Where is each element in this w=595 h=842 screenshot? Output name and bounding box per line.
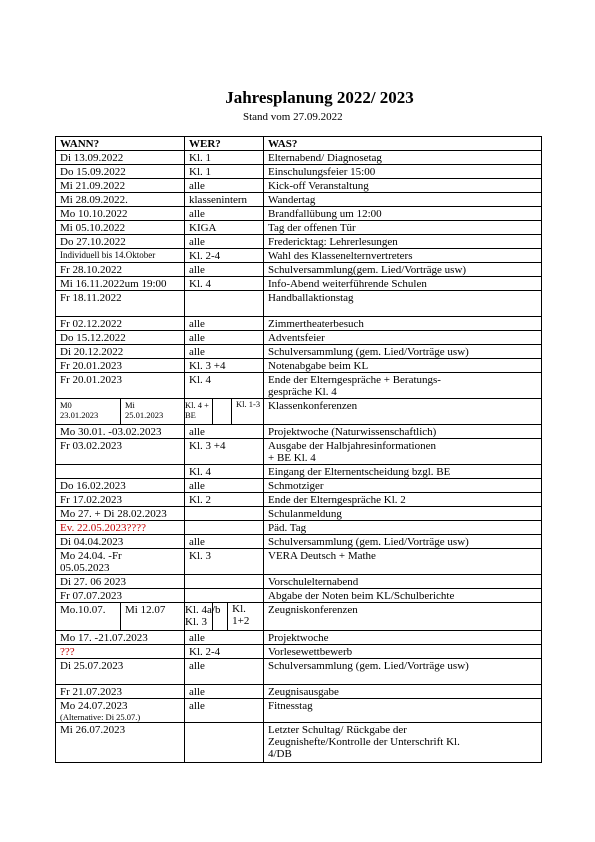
table-row: Fr 17.02.2023 Kl. 2 Ende der Elterngespräche Kl. 2 [56, 493, 542, 507]
table-row: Fr 20.01.2023 Kl. 3 +4 Notenabgabe beim KL [56, 359, 542, 373]
table-row: Mi 26.07.2023 Letzter Schultag/ Rückgabe der Zeugnishefte/Kontrolle der Unterschrift Kl. 4/DB [56, 723, 542, 763]
table-row: Fr 03.02.2023 Kl. 3 +4 Ausgabe der Halbjahresinformationen + BE Kl. 4 [56, 439, 542, 465]
table-row: Mo 24.04. -Fr 05.05.2023 Kl. 3 VERA Deutsch + Mathe [56, 549, 542, 575]
table-row: Mo 17. -21.07.2023 alle Projektwoche [56, 631, 542, 645]
table-row: Mi 16.11.2022um 19:00 Kl. 4 Info-Abend weiterführende Schulen [56, 277, 542, 291]
table-row: ??? Kl. 2-4 Vorlesewettbewerb [56, 645, 542, 659]
table-row: Kl. 4 Eingang der Elternentscheidung bzgl. BE [56, 465, 542, 479]
table-row: Di 27. 06 2023 Vorschulelternabend [56, 575, 542, 589]
header-wer: WER? [185, 137, 264, 151]
table-row: Fr 28.10.2022 alle Schulversammlung(gem. Lied/Vorträge usw) [56, 263, 542, 277]
table-row: Di 13.09.2022 Kl. 1 Elternabend/ Diagnosetag [56, 151, 542, 165]
table-row: Fr 21.07.2023 alle Zeugnisausgabe [56, 685, 542, 699]
table-row: Mi 05.10.2022 KIGA Tag der offenen Tür [56, 221, 542, 235]
table-row: Di 04.04.2023 alle Schulversammlung (gem. Lied/Vorträge usw) [56, 535, 542, 549]
table-row: Fr 18.11.2022 Handballaktionstag [56, 291, 542, 317]
table-row: Do 15.12.2022 alle Adventsfeier [56, 331, 542, 345]
table-row: Mi 28.09.2022. klassenintern Wandertag [56, 193, 542, 207]
table-row: Di 20.12.2022 alle Schulversammlung (gem. Lied/Vorträge usw) [56, 345, 542, 359]
table-row: Mo 10.10.2022 alle Brandfallübung um 12:00 [56, 207, 542, 221]
table-row: M0 23.01.2023 Mi 25.01.2023 Kl. 4 + BE Kl. 1-3 Klassenkonferenzen [56, 399, 542, 425]
header-wann: WANN? [56, 137, 185, 151]
table-row: Do 16.02.2023 alle Schmotziger [56, 479, 542, 493]
table-row: Di 25.07.2023 alle Schulversammlung (gem. Lied/Vorträge usw) [56, 659, 542, 685]
table-row: Mo 24.07.2023 (Alternative: Di 25.07.) alle Fitnesstag [56, 699, 542, 723]
page-title: Jahresplanung 2022/ 2023 [225, 88, 414, 107]
table-row: Do 15.09.2022 Kl. 1 Einschulungsfeier 15:00 [56, 165, 542, 179]
table-row: Mi 21.09.2022 alle Kick-off Veranstaltung [56, 179, 542, 193]
table-row: Mo 30.01. -03.02.2023 alle Projektwoche (Naturwissenschaftlich) [56, 425, 542, 439]
table-row: Ev. 22.05.2023???? Päd. Tag [56, 521, 542, 535]
schedule-table [55, 136, 542, 763]
header-was: WAS? [264, 137, 542, 151]
table-row: Do 27.10.2022 alle Fredericktag: Lehrerlesungen [56, 235, 542, 249]
stand-date: Stand vom 27.09.2022 [243, 111, 343, 123]
table-row: Mo 27. + Di 28.02.2023 Schulanmeldung [56, 507, 542, 521]
header-row [56, 137, 542, 151]
tentative-date: Ev. 22.05.2023???? [56, 521, 185, 535]
table-row: Mo.10.07. Mi 12.07 Kl. 4a/b Kl. 3 Kl. 1+2 Zeugniskonferenzen [56, 603, 542, 631]
table-row: Individuell bis 14.Oktober Kl. 2-4 Wahl des Klassenelternvertreters [56, 249, 542, 263]
table-row: Fr 07.07.2023 Abgabe der Noten beim KL/Schulberichte [56, 589, 542, 603]
unknown-date: ??? [56, 645, 185, 659]
table-row: Fr 02.12.2022 alle Zimmertheaterbesuch [56, 317, 542, 331]
table-row: Fr 20.01.2023 Kl. 4 Ende der Elterngespräche + Beratungs- gespräche Kl. 4 [56, 373, 542, 399]
